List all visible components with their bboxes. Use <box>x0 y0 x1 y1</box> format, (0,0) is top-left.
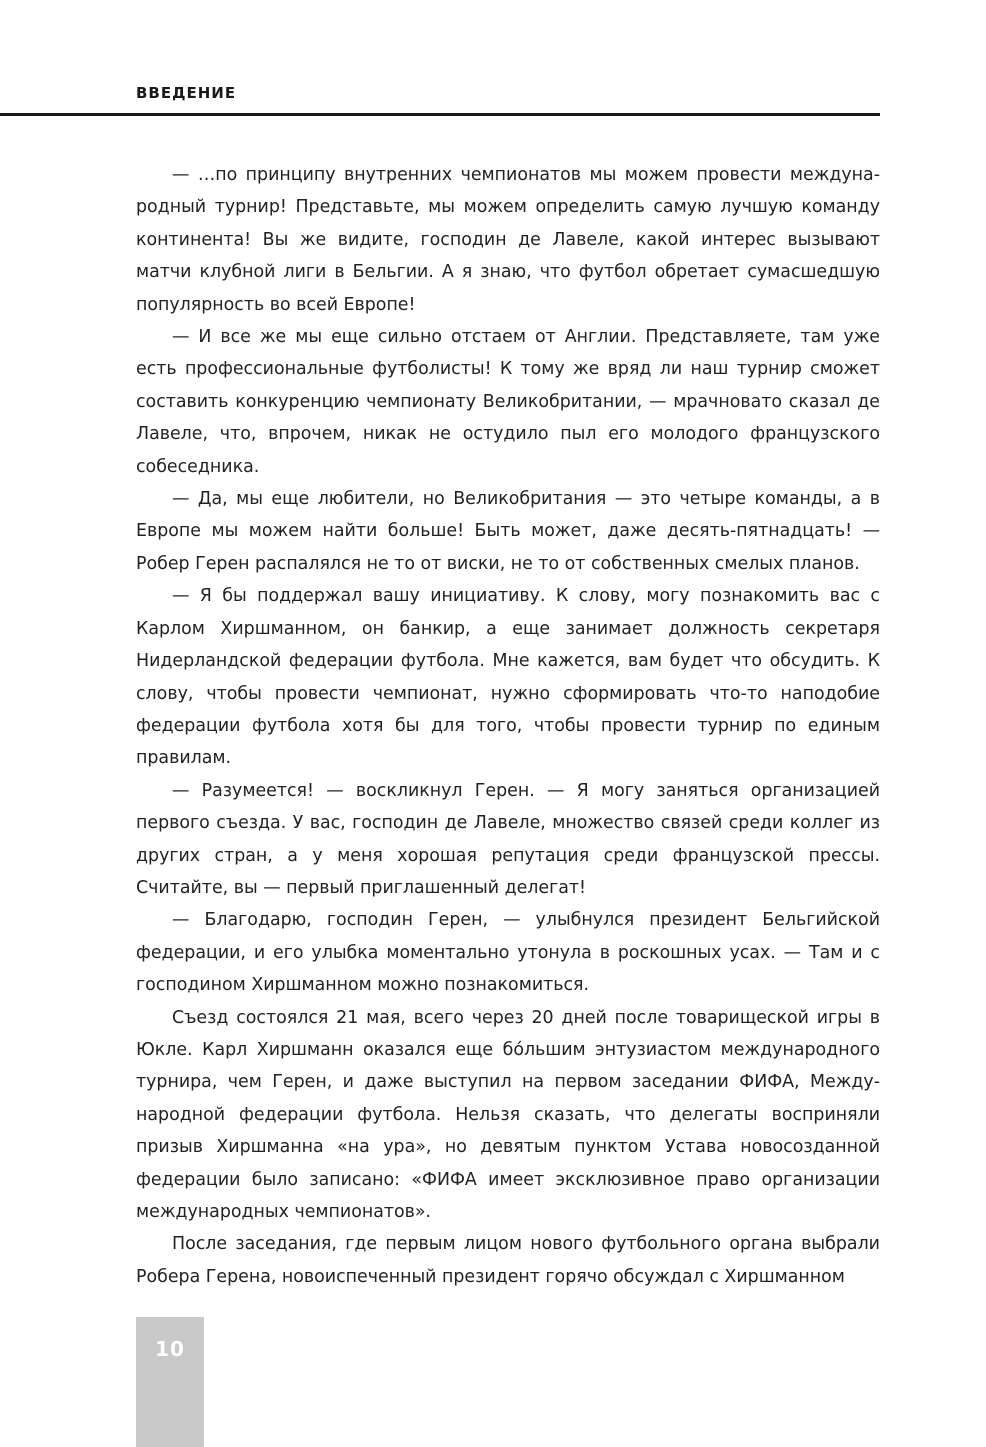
page-number-tab <box>136 1317 204 1447</box>
paragraph-1: — …по принципу внутренних чемпионатов мы можем провести международный турнир! Представьте, мы можем определить самую лучшую команду континента! Вы же видите, господин де Лавеле, какой интерес вызывают матчи клубной лиги в Бельгии. А я знаю, что футбол обретает сумасшедшую популярность во всей Европе! <box>136 165 880 315</box>
paragraph-5: — Разумеется! — воскликнул Герен. — Я могу заняться организацией первого съезда. У вас, господин де Лавеле, множество связей среди коллег из других стран, а у меня хорошая репутация среди французской прессы. Считайте, вы — первый приглашенный делегат! <box>136 780 880 898</box>
header-rule <box>0 113 880 116</box>
page-number: 10 <box>155 1337 185 1361</box>
body-text <box>136 159 880 1293</box>
paragraph-6: — Благодарю, господин Герен, — улыбнулся президент Бельгийской федерации, и его улыбка моментально утонула в роскошных усах. — Там и с господином Хиршманном можно познакомиться. <box>136 910 880 996</box>
paragraph-2: — И все же мы еще сильно отстаем от Англии. Представляете, там уже есть профессиональные футболисты! К тому же вряд ли наш турнир сможет составить конкуренцию чемпионату Великобритании, — мрачновато сказал де Лавеле, что, впрочем, никак не остудило пыл его молодого французского собеседника. <box>136 327 880 477</box>
paragraph-3: — Да, мы еще любители, но Великобритания — это четыре команды, а в Европе мы можем найти больше! Быть может, даже десять-пятнадцать! — Робер Герен распалялся не то от виски, не то от собственных смелых планов. <box>136 489 880 574</box>
paragraph-7: Съезд состоялся 21 мая, всего через 20 дней после товарищеской игры в Юкле. Карл Хиршманн оказался еще бóльшим энтузиастом международного турнира, чем Герен, и даже выступил на первом заседании ФИФА, Международной федерации футбола. Нельзя сказать, что делегаты восприняли призыв Хиршманна «на ура», но девятым пунктом Устава новосозданной федерации было записано: «ФИФА имеет эксклюзивное право организации международных чемпионатов». <box>136 1007 880 1222</box>
running-head-section-title: ВВЕДЕНИЕ <box>136 84 237 102</box>
paragraph-4: — Я бы поддержал вашу инициативу. К слову, могу познакомить вас с Карлом Хиршманном, он банкир, а еще занимает должность секретаря Нидерландской федерации футбола. Мне кажется, вам будет что обсудить. К слову, чтобы провести чемпионат, нужно сформировать что-то наподобие федерации футбола хотя бы для того, чтобы провести турнир по единым правилам. <box>136 586 880 769</box>
paragraph-8: После заседания, где первым лицом нового футбольного органа выбрали Робера Герена, новоиспеченный президент горячо обсуждал с Хиршманном <box>136 1234 880 1287</box>
